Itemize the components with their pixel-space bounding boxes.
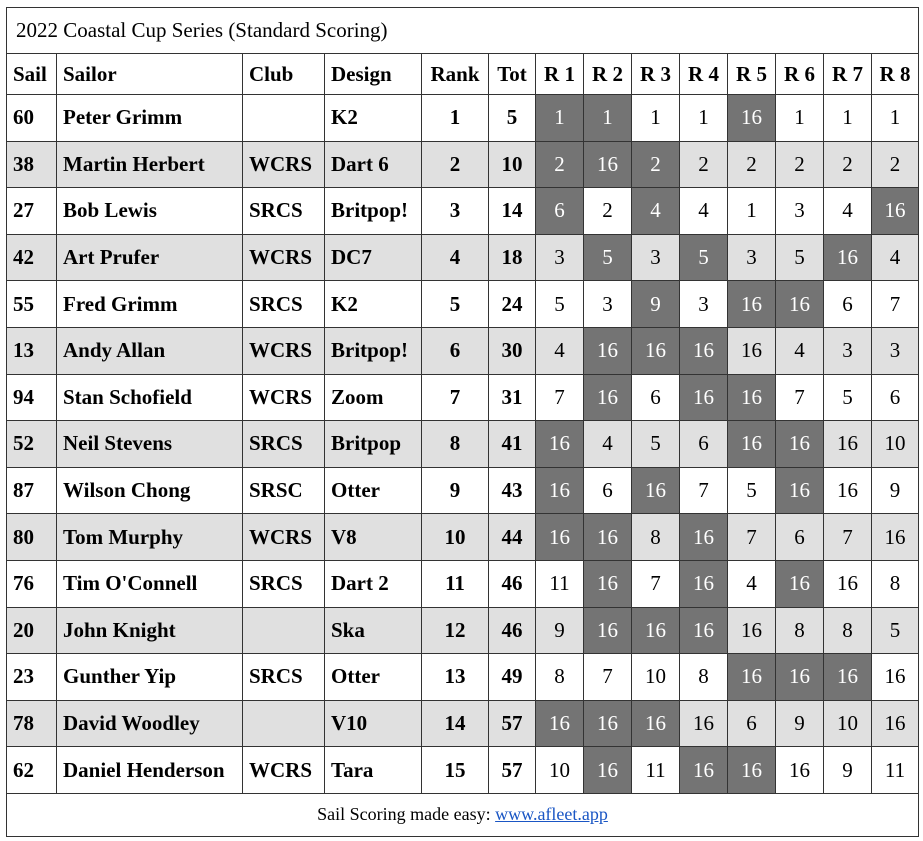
race-score-cell: 7 [824, 514, 872, 561]
race-score-cell: 1 [680, 95, 728, 142]
header-race-5: R 5 [728, 54, 776, 95]
race-score-cell: 16 [728, 654, 776, 701]
race-score-cell: 16 [728, 607, 776, 654]
total-cell: 44 [489, 514, 536, 561]
sail-cell: 60 [7, 95, 57, 142]
race-score-cell: 16 [680, 560, 728, 607]
race-score-cell: 16 [584, 141, 632, 188]
total-cell: 46 [489, 607, 536, 654]
rank-cell: 7 [422, 374, 489, 421]
race-score-cell: 5 [632, 421, 680, 468]
design-cell: Ska [325, 607, 422, 654]
header-sail: Sail [7, 54, 57, 95]
rank-cell: 15 [422, 747, 489, 794]
race-score-cell: 2 [584, 188, 632, 235]
sailor-cell: Wilson Chong [57, 467, 243, 514]
design-cell: Tara [325, 747, 422, 794]
race-score-cell: 5 [680, 234, 728, 281]
sail-cell: 20 [7, 607, 57, 654]
race-score-cell: 8 [680, 654, 728, 701]
race-score-cell: 10 [536, 747, 584, 794]
race-score-cell: 16 [872, 654, 919, 701]
table-row [7, 700, 919, 747]
table-row [7, 747, 919, 794]
race-score-cell: 5 [728, 467, 776, 514]
club-cell: SRCS [243, 421, 325, 468]
race-score-cell: 8 [632, 514, 680, 561]
club-cell: WCRS [243, 747, 325, 794]
total-cell: 49 [489, 654, 536, 701]
race-score-cell: 16 [680, 700, 728, 747]
race-score-cell: 3 [632, 234, 680, 281]
rank-cell: 10 [422, 514, 489, 561]
race-score-cell: 3 [824, 327, 872, 374]
sailor-cell: Neil Stevens [57, 421, 243, 468]
rank-cell: 2 [422, 141, 489, 188]
design-cell: Zoom [325, 374, 422, 421]
race-score-cell: 6 [584, 467, 632, 514]
race-score-cell: 6 [776, 514, 824, 561]
header-race-4: R 4 [680, 54, 728, 95]
race-score-cell: 8 [776, 607, 824, 654]
race-score-cell: 16 [680, 374, 728, 421]
club-cell: WCRS [243, 327, 325, 374]
sailor-cell: Peter Grimm [57, 95, 243, 142]
race-score-cell: 16 [584, 327, 632, 374]
race-score-cell: 16 [824, 421, 872, 468]
results-table [6, 7, 919, 837]
header-race-6: R 6 [776, 54, 824, 95]
table-row [7, 141, 919, 188]
table-row [7, 560, 919, 607]
table-row [7, 654, 919, 701]
results-body [7, 95, 919, 794]
race-score-cell: 8 [824, 607, 872, 654]
race-score-cell: 2 [536, 141, 584, 188]
race-score-cell: 16 [776, 747, 824, 794]
club-cell [243, 607, 325, 654]
sail-cell: 38 [7, 141, 57, 188]
table-row [7, 514, 919, 561]
rank-cell: 1 [422, 95, 489, 142]
race-score-cell: 7 [872, 281, 919, 328]
race-score-cell: 16 [776, 467, 824, 514]
sailor-cell: Fred Grimm [57, 281, 243, 328]
race-score-cell: 4 [728, 560, 776, 607]
race-score-cell: 16 [584, 607, 632, 654]
design-cell: Dart 6 [325, 141, 422, 188]
race-score-cell: 16 [584, 747, 632, 794]
header-rank: Rank [422, 54, 489, 95]
race-score-cell: 16 [632, 700, 680, 747]
race-score-cell: 16 [872, 700, 919, 747]
total-cell: 57 [489, 700, 536, 747]
total-cell: 30 [489, 327, 536, 374]
design-cell: DC7 [325, 234, 422, 281]
race-score-cell: 7 [632, 560, 680, 607]
table-row [7, 607, 919, 654]
race-score-cell: 9 [632, 281, 680, 328]
design-cell: Britpop [325, 421, 422, 468]
sailor-cell: Stan Schofield [57, 374, 243, 421]
design-cell: Britpop! [325, 188, 422, 235]
race-score-cell: 11 [872, 747, 919, 794]
race-score-cell: 16 [824, 467, 872, 514]
race-score-cell: 16 [536, 700, 584, 747]
rank-cell: 12 [422, 607, 489, 654]
race-score-cell: 10 [872, 421, 919, 468]
race-score-cell: 1 [584, 95, 632, 142]
race-score-cell: 5 [776, 234, 824, 281]
race-score-cell: 16 [776, 421, 824, 468]
race-score-cell: 7 [680, 467, 728, 514]
sail-cell: 42 [7, 234, 57, 281]
club-cell: WCRS [243, 234, 325, 281]
table-title: 2022 Coastal Cup Series (Standard Scoring) [7, 8, 919, 54]
header-race-8: R 8 [872, 54, 919, 95]
sailor-cell: Art Prufer [57, 234, 243, 281]
race-score-cell: 16 [632, 467, 680, 514]
rank-cell: 14 [422, 700, 489, 747]
header-race-1: R 1 [536, 54, 584, 95]
rank-cell: 6 [422, 327, 489, 374]
race-score-cell: 3 [584, 281, 632, 328]
sail-cell: 55 [7, 281, 57, 328]
race-score-cell: 2 [824, 141, 872, 188]
rank-cell: 8 [422, 421, 489, 468]
race-score-cell: 4 [680, 188, 728, 235]
race-score-cell: 16 [728, 95, 776, 142]
table-row [7, 95, 919, 142]
table-row [7, 327, 919, 374]
footer-link[interactable]: www.afleet.app [495, 804, 608, 825]
race-score-cell: 2 [728, 141, 776, 188]
race-score-cell: 4 [776, 327, 824, 374]
race-score-cell: 16 [536, 467, 584, 514]
race-score-cell: 2 [872, 141, 919, 188]
race-score-cell: 11 [536, 560, 584, 607]
sailor-cell: John Knight [57, 607, 243, 654]
race-score-cell: 16 [776, 281, 824, 328]
race-score-cell: 16 [536, 421, 584, 468]
table-row [7, 281, 919, 328]
club-cell [243, 700, 325, 747]
race-score-cell: 16 [584, 700, 632, 747]
sail-cell: 23 [7, 654, 57, 701]
club-cell [243, 95, 325, 142]
race-score-cell: 1 [632, 95, 680, 142]
race-score-cell: 16 [680, 747, 728, 794]
table-row [7, 467, 919, 514]
design-cell: Otter [325, 467, 422, 514]
race-score-cell: 16 [824, 654, 872, 701]
table-row [7, 421, 919, 468]
sailor-cell: Andy Allan [57, 327, 243, 374]
sail-cell: 62 [7, 747, 57, 794]
footer [7, 793, 919, 836]
sailor-cell: Daniel Henderson [57, 747, 243, 794]
race-score-cell: 6 [728, 700, 776, 747]
sail-cell: 52 [7, 421, 57, 468]
race-score-cell: 3 [680, 281, 728, 328]
sailor-cell: Martin Herbert [57, 141, 243, 188]
total-cell: 14 [489, 188, 536, 235]
design-cell: K2 [325, 281, 422, 328]
design-cell: K2 [325, 95, 422, 142]
race-score-cell: 7 [728, 514, 776, 561]
total-cell: 41 [489, 421, 536, 468]
sail-cell: 76 [7, 560, 57, 607]
race-score-cell: 2 [776, 141, 824, 188]
race-score-cell: 16 [680, 514, 728, 561]
race-score-cell: 16 [584, 374, 632, 421]
race-score-cell: 3 [872, 327, 919, 374]
header-sailor: Sailor [57, 54, 243, 95]
race-score-cell: 7 [584, 654, 632, 701]
race-score-cell: 9 [824, 747, 872, 794]
race-score-cell: 3 [776, 188, 824, 235]
race-score-cell: 16 [728, 327, 776, 374]
race-score-cell: 4 [536, 327, 584, 374]
total-cell: 24 [489, 281, 536, 328]
race-score-cell: 16 [584, 560, 632, 607]
race-score-cell: 16 [536, 514, 584, 561]
race-score-cell: 16 [776, 654, 824, 701]
total-cell: 10 [489, 141, 536, 188]
race-score-cell: 16 [872, 188, 919, 235]
sailor-cell: Tom Murphy [57, 514, 243, 561]
race-score-cell: 16 [872, 514, 919, 561]
sail-cell: 27 [7, 188, 57, 235]
race-score-cell: 6 [872, 374, 919, 421]
total-cell: 43 [489, 467, 536, 514]
race-score-cell: 1 [728, 188, 776, 235]
race-score-cell: 7 [776, 374, 824, 421]
sail-cell: 94 [7, 374, 57, 421]
race-score-cell: 8 [536, 654, 584, 701]
results-container [6, 7, 916, 837]
race-score-cell: 5 [824, 374, 872, 421]
race-score-cell: 5 [872, 607, 919, 654]
sailor-cell: David Woodley [57, 700, 243, 747]
race-score-cell: 8 [872, 560, 919, 607]
race-score-cell: 1 [776, 95, 824, 142]
race-score-cell: 2 [632, 141, 680, 188]
race-score-cell: 16 [824, 234, 872, 281]
total-cell: 31 [489, 374, 536, 421]
sailor-cell: Bob Lewis [57, 188, 243, 235]
race-score-cell: 16 [776, 560, 824, 607]
table-row [7, 374, 919, 421]
race-score-cell: 16 [680, 327, 728, 374]
footer-text: Sail Scoring made easy: [317, 804, 496, 825]
race-score-cell: 4 [632, 188, 680, 235]
race-score-cell: 11 [632, 747, 680, 794]
race-score-cell: 6 [680, 421, 728, 468]
total-cell: 5 [489, 95, 536, 142]
table-row [7, 188, 919, 235]
sailor-cell: Tim O'Connell [57, 560, 243, 607]
race-score-cell: 16 [680, 607, 728, 654]
race-score-cell: 16 [632, 327, 680, 374]
race-score-cell: 1 [872, 95, 919, 142]
rank-cell: 11 [422, 560, 489, 607]
race-score-cell: 16 [728, 281, 776, 328]
sail-cell: 78 [7, 700, 57, 747]
club-cell: SRCS [243, 654, 325, 701]
header-row [7, 54, 919, 95]
design-cell: Dart 2 [325, 560, 422, 607]
rank-cell: 5 [422, 281, 489, 328]
sail-cell: 87 [7, 467, 57, 514]
race-score-cell: 16 [728, 421, 776, 468]
club-cell: WCRS [243, 141, 325, 188]
race-score-cell: 16 [728, 374, 776, 421]
club-cell: SRSC [243, 467, 325, 514]
race-score-cell: 9 [776, 700, 824, 747]
rank-cell: 3 [422, 188, 489, 235]
race-score-cell: 6 [536, 188, 584, 235]
club-cell: SRCS [243, 281, 325, 328]
race-score-cell: 16 [584, 514, 632, 561]
rank-cell: 9 [422, 467, 489, 514]
design-cell: Otter [325, 654, 422, 701]
design-cell: Britpop! [325, 327, 422, 374]
total-cell: 46 [489, 560, 536, 607]
race-score-cell: 4 [824, 188, 872, 235]
header-race-3: R 3 [632, 54, 680, 95]
sail-cell: 80 [7, 514, 57, 561]
design-cell: V8 [325, 514, 422, 561]
race-score-cell: 5 [584, 234, 632, 281]
race-score-cell: 16 [824, 560, 872, 607]
race-score-cell: 5 [536, 281, 584, 328]
sail-cell: 13 [7, 327, 57, 374]
race-score-cell: 2 [680, 141, 728, 188]
club-cell: SRCS [243, 560, 325, 607]
header-race-7: R 7 [824, 54, 872, 95]
race-score-cell: 4 [872, 234, 919, 281]
race-score-cell: 6 [632, 374, 680, 421]
total-cell: 57 [489, 747, 536, 794]
total-cell: 18 [489, 234, 536, 281]
race-score-cell: 6 [824, 281, 872, 328]
club-cell: WCRS [243, 514, 325, 561]
rank-cell: 4 [422, 234, 489, 281]
race-score-cell: 4 [584, 421, 632, 468]
race-score-cell: 3 [728, 234, 776, 281]
race-score-cell: 1 [824, 95, 872, 142]
header-design: Design [325, 54, 422, 95]
header-club: Club [243, 54, 325, 95]
race-score-cell: 16 [632, 607, 680, 654]
table-row [7, 234, 919, 281]
sailor-cell: Gunther Yip [57, 654, 243, 701]
race-score-cell: 10 [632, 654, 680, 701]
header-race-2: R 2 [584, 54, 632, 95]
club-cell: SRCS [243, 188, 325, 235]
rank-cell: 13 [422, 654, 489, 701]
race-score-cell: 1 [536, 95, 584, 142]
club-cell: WCRS [243, 374, 325, 421]
header-total: Tot [489, 54, 536, 95]
design-cell: V10 [325, 700, 422, 747]
race-score-cell: 7 [536, 374, 584, 421]
race-score-cell: 16 [728, 747, 776, 794]
race-score-cell: 9 [872, 467, 919, 514]
race-score-cell: 10 [824, 700, 872, 747]
race-score-cell: 3 [536, 234, 584, 281]
race-score-cell: 9 [536, 607, 584, 654]
